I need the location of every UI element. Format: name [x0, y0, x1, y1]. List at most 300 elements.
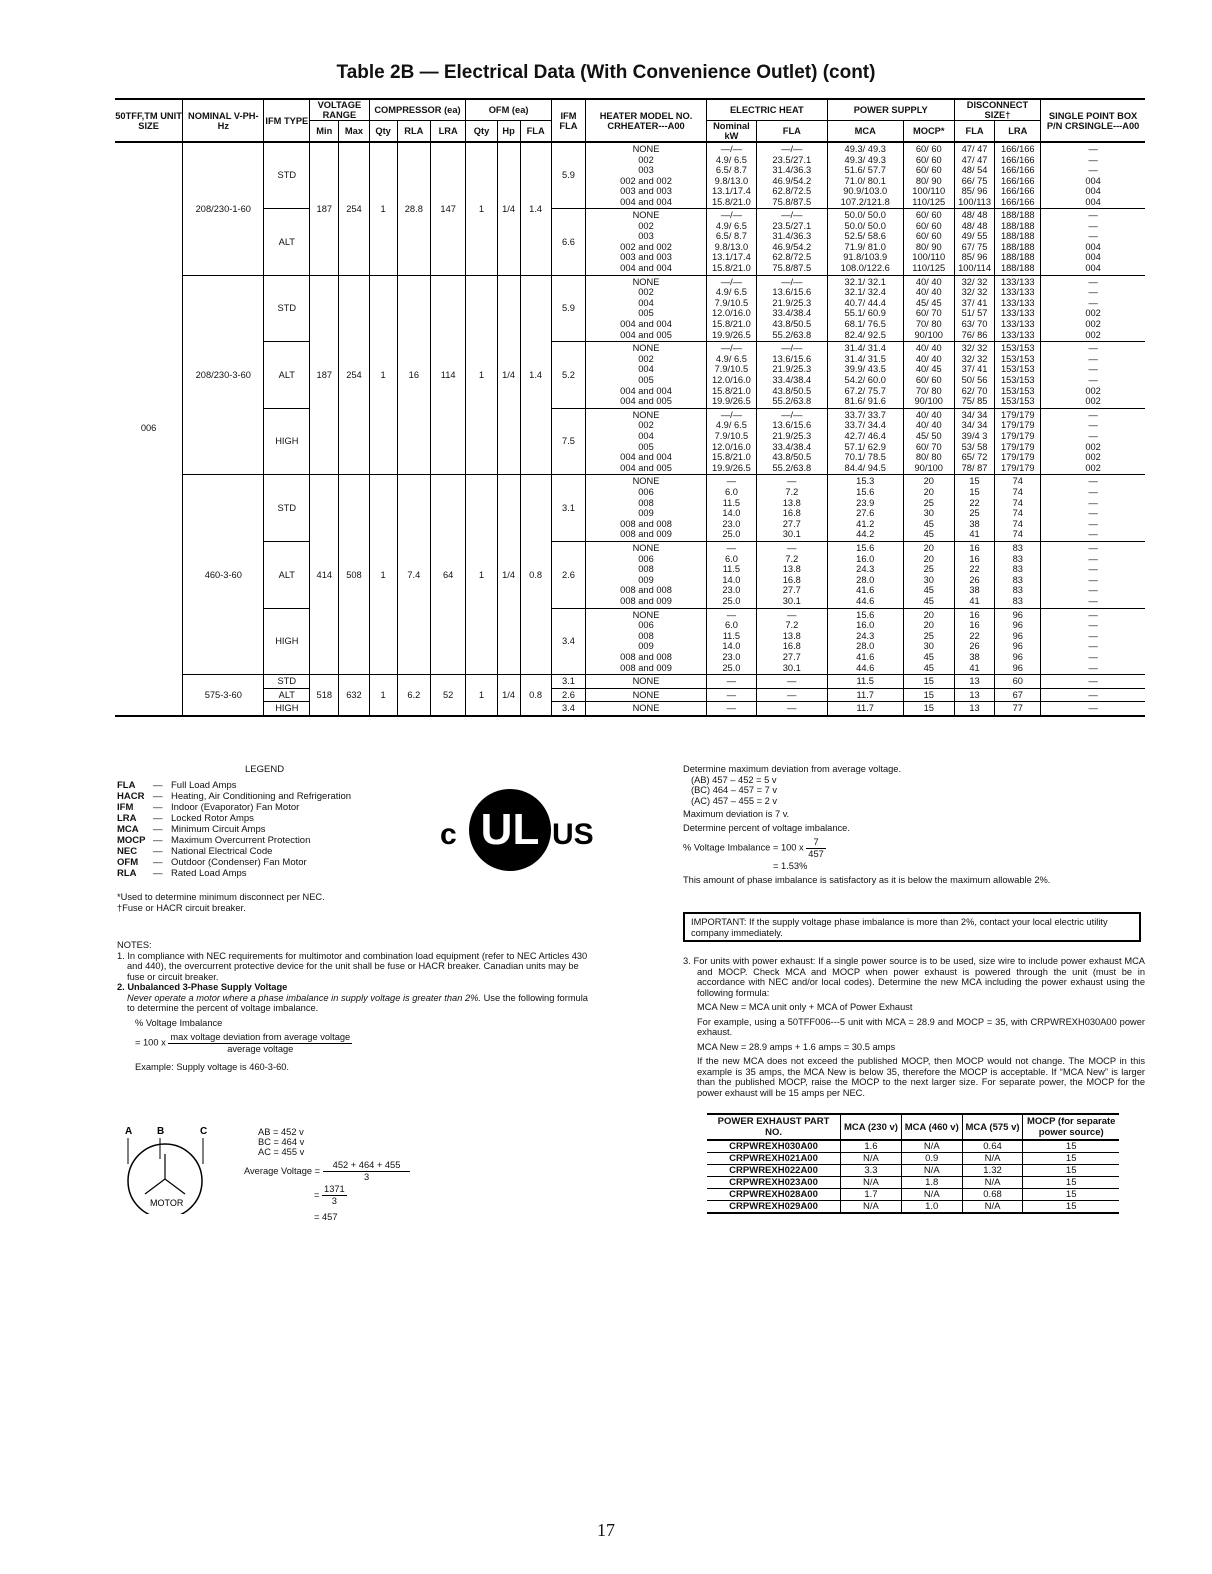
legend-dash: —: [153, 846, 163, 857]
voltage-ab: AB = 452 v: [258, 1127, 304, 1137]
mocp-value: 45/ 45: [915, 297, 942, 308]
dfla-cell: [954, 688, 995, 702]
sp-value: —: [1088, 165, 1098, 176]
mocp-value: 60/ 60: [915, 375, 942, 386]
legend-abbr: LRA: [117, 813, 137, 824]
pe-value: 15: [1023, 1153, 1119, 1165]
legend-definition: National Electrical Code: [171, 846, 273, 857]
header-power-supply: POWER SUPPLY: [827, 99, 954, 121]
fla-value: 16.8: [782, 508, 801, 519]
kw-value: 11.5: [722, 630, 741, 641]
table-row: [115, 688, 1145, 702]
mca-cell: [827, 542, 903, 609]
mca-value: 15.6: [856, 487, 875, 498]
fla-value: 21.9/25.3: [772, 297, 812, 308]
pe-part-number: CRPWREXH022A00: [707, 1165, 841, 1177]
table-row: [115, 542, 1145, 609]
mca-value: 49.3/ 49.3: [844, 154, 886, 165]
legend-abbr: FLA: [117, 780, 136, 791]
kw-value: 25.0: [722, 596, 741, 607]
sp-value: —: [1088, 276, 1098, 287]
power-exhaust-row: [707, 1165, 1119, 1177]
dfla-value: 41: [969, 596, 980, 607]
kw-cell: [706, 209, 756, 276]
dfla-value: 48/ 48: [961, 210, 988, 221]
heater-cell: [586, 475, 707, 542]
legend-abbr: MOCP: [117, 835, 146, 846]
kw-value: 12.0/16.0: [712, 308, 751, 319]
satisfactory-note: This amount of phase imbalance is satisfactory as it is below the maximum allowable 2%.: [683, 874, 1051, 885]
heater-value: NONE: [632, 703, 660, 714]
dlra-cell: [995, 702, 1041, 716]
mca-cell: [827, 475, 903, 542]
mca-value: 41.2: [856, 518, 875, 529]
dfla-value: 26: [969, 641, 980, 652]
fla-cell: [756, 608, 827, 675]
mocp-value: 110/125: [912, 263, 946, 274]
table-row: [115, 475, 1145, 542]
fla-cell: [756, 275, 827, 342]
heater-value: NONE: [632, 689, 660, 700]
sp-value: —: [1088, 154, 1098, 165]
table-row: [115, 702, 1145, 716]
percent-denominator: 457: [808, 848, 824, 859]
fla-value: 55.2/63.8: [772, 396, 812, 407]
fla-value: 23.5/27.1: [772, 220, 812, 231]
ul-us-mark: US: [552, 818, 594, 851]
sp-value: —: [1088, 703, 1098, 714]
mocp-value: 25: [923, 497, 934, 508]
dlra-cell: [995, 688, 1041, 702]
dfla-value: 34/ 34: [961, 420, 988, 431]
kw-value: 25.0: [722, 529, 741, 540]
mocp-value: 15: [923, 676, 934, 687]
pe-value: N/A: [841, 1201, 902, 1214]
percent-formula: [683, 837, 1145, 859]
kw-value: 6.5/ 8.7: [715, 231, 747, 242]
sp-value: —: [1088, 585, 1098, 596]
header-ofm: OFM (ea): [466, 99, 551, 121]
power-exhaust-body: [707, 1140, 1119, 1213]
mocp-value: 80/ 90: [915, 241, 942, 252]
heater-cell: [586, 675, 707, 689]
mca-value: 16.0: [856, 553, 875, 564]
legend-item: [117, 813, 351, 824]
fla-value: —/—: [781, 343, 803, 354]
legend-definition: Locked Rotor Amps: [171, 813, 254, 824]
ifm-fla-cell: 5.2: [551, 342, 585, 409]
dfla-value: 32/ 32: [961, 287, 988, 298]
kw-cell: [706, 608, 756, 675]
group-vmin-cell: 414: [310, 475, 339, 675]
dlra-cell: [995, 542, 1041, 609]
fla-value: —: [787, 703, 797, 714]
average-step-2: [314, 1184, 347, 1207]
header-min: Min: [310, 121, 339, 143]
heater-value: 008: [638, 630, 654, 641]
header-disc-lra: LRA: [995, 121, 1041, 143]
sp-value: 002: [1085, 329, 1101, 340]
kw-value: —/—: [720, 210, 742, 221]
kw-value: —: [726, 676, 737, 687]
dlra-cell: [995, 475, 1041, 542]
mocp-value: 40/ 40: [915, 276, 942, 287]
header-ifm-fla: IFM FLA: [551, 99, 585, 142]
step-denominator: 3: [331, 1196, 337, 1206]
header-max: Max: [339, 121, 369, 143]
mocp-value: 90/100: [914, 396, 943, 407]
header-nominal-kw: Nominal kW: [706, 121, 756, 143]
kw-cell: [706, 142, 756, 209]
heater-value: 005: [638, 308, 654, 319]
heater-value: 004: [638, 364, 654, 375]
dfla-value: 32/ 32: [961, 353, 988, 364]
sp-value: 002: [1085, 308, 1101, 319]
heater-value: 002: [638, 353, 654, 364]
dlra-value: 74: [1012, 508, 1023, 519]
group-cqty-cell: 1: [369, 142, 397, 275]
heater-cell: [586, 142, 707, 209]
header-mocp: MOCP*: [903, 121, 954, 143]
dfla-cell: [954, 702, 995, 716]
dfla-value: 76/ 86: [961, 329, 988, 340]
header-heat-fla: FLA: [756, 121, 827, 143]
fla-value: 33.4/38.4: [772, 308, 812, 319]
mca-value: 55.1/ 60.9: [844, 308, 886, 319]
notes: [117, 940, 597, 1073]
motor-diagram: [120, 1124, 220, 1214]
mca-value: 24.3: [856, 564, 875, 575]
group-rla-cell: 7.4: [397, 475, 430, 675]
sp-value: —: [1088, 652, 1098, 663]
group-lra-cell: 52: [430, 675, 465, 716]
sp-value: —: [1088, 353, 1098, 364]
group-vmax-cell: 632: [339, 675, 369, 716]
sp-value: 002: [1085, 319, 1101, 330]
pe-header-mca-230: MCA (230 v): [841, 1114, 902, 1140]
dfla-cell: [954, 542, 995, 609]
sp-value: —: [1088, 553, 1098, 564]
mocp-value: 20: [923, 620, 934, 631]
ifm-type-cell: STD: [264, 142, 310, 209]
fla-value: 43.8/50.5: [772, 319, 812, 330]
percent-title: Determine percent of voltage imbalance.: [683, 822, 850, 833]
dfla-value: 62/ 70: [961, 385, 988, 396]
dfla-value: 32/ 32: [961, 276, 988, 287]
mca-cell: [827, 702, 903, 716]
heater-value: NONE: [632, 276, 660, 287]
mca-value: 32.1/ 32.1: [844, 276, 886, 287]
fla-value: 46.9/54.2: [772, 241, 812, 252]
dfla-value: 37/ 41: [961, 297, 988, 308]
deviation-ac: (AC) 457 – 455 = 2 v: [691, 795, 778, 806]
dlra-value: 133/133: [1000, 276, 1035, 287]
average-voltage-formula: [244, 1160, 410, 1183]
mca-value: 50.0/ 50.0: [844, 210, 886, 221]
pe-value: N/A: [841, 1177, 902, 1189]
sp-value: —: [1088, 609, 1098, 620]
dlra-value: 179/179: [1000, 452, 1035, 463]
ifm-type-cell: HIGH: [264, 408, 310, 475]
legend-title: LEGEND: [245, 764, 285, 775]
heater-value: 009: [638, 641, 654, 652]
step-fraction: [322, 1184, 347, 1207]
dlra-value: 166/166: [1000, 144, 1035, 154]
mca-value: 42.7/ 46.4: [844, 431, 886, 442]
heater-value: 004: [638, 431, 654, 442]
dlra-value: 153/153: [1000, 396, 1035, 407]
mca-value: 27.6: [856, 508, 875, 519]
dfla-value: 67/ 75: [961, 241, 988, 252]
fla-value: —: [787, 543, 797, 554]
mca-value: 15.3: [856, 476, 875, 487]
ifm-fla-cell: 5.9: [551, 142, 585, 209]
legend-definition: Heating, Air Conditioning and Refrigeration: [171, 791, 352, 802]
fla-value: 16.8: [782, 641, 801, 652]
sp-value: —: [1088, 287, 1098, 298]
heater-value: 002: [638, 154, 654, 165]
fla-value: —/—: [781, 210, 803, 221]
heater-value: 004 and 005: [620, 329, 672, 340]
power-exhaust-row: [707, 1153, 1119, 1165]
dfla-value: 13: [969, 676, 980, 687]
legend-item: [117, 846, 351, 857]
dfla-cell: [954, 142, 995, 209]
nominal-voltage-cell: 575-3-60: [183, 675, 264, 716]
heater-cell: [586, 209, 707, 276]
legend-definition: Rated Load Amps: [171, 868, 247, 879]
kw-cell: [706, 688, 756, 702]
kw-value: 6.5/ 8.7: [715, 165, 747, 176]
group-hp-cell: 1/4: [497, 675, 520, 716]
mocp-value: 90/100: [914, 329, 943, 340]
sp-value: —: [1088, 676, 1098, 687]
fla-value: 43.8/50.5: [772, 452, 812, 463]
dfla-value: 100/114: [958, 263, 992, 274]
pe-value: 1.0: [901, 1201, 962, 1214]
power-exhaust-row: [707, 1189, 1119, 1201]
table-row: [115, 408, 1145, 475]
fla-value: 7.2: [785, 553, 799, 564]
dlra-cell: [995, 275, 1041, 342]
pe-header-part: POWER EXHAUST PART NO.: [717, 1116, 830, 1138]
phase-a-label: A: [125, 1126, 133, 1137]
sp-value: —: [1088, 518, 1098, 529]
ifm-fla-cell: 2.6: [551, 688, 585, 702]
kw-cell: [706, 475, 756, 542]
mca-value: 31.4/ 31.5: [844, 353, 886, 364]
dlra-value: 74: [1012, 476, 1023, 487]
mocp-value: 45: [923, 529, 934, 540]
dlra-value: 188/188: [1000, 263, 1035, 274]
kw-value: 25.0: [722, 662, 741, 673]
ul-listing-logo: [426, 780, 594, 880]
pe-part-number: CRPWREXH023A00: [707, 1177, 841, 1189]
group-lra-cell: 147: [430, 142, 465, 275]
kw-value: 15.8/21.0: [712, 263, 751, 274]
dlra-value: 83: [1012, 596, 1023, 607]
ifm-type-cell: HIGH: [264, 608, 310, 675]
nominal-voltage-cell: 208/230-3-60: [183, 275, 264, 475]
table-row: [115, 142, 1145, 209]
mocp-value: 45: [923, 585, 934, 596]
dfla-value: 47/ 47: [961, 144, 988, 154]
sp-value: 002: [1085, 441, 1101, 452]
mocp-value: 45: [923, 652, 934, 663]
fla-value: —/—: [781, 144, 803, 154]
kw-cell: [706, 342, 756, 409]
heater-value: 004: [638, 297, 654, 308]
sp-value: 002: [1085, 396, 1101, 407]
dfla-value: 49/ 55: [961, 231, 988, 242]
fla-cell: [756, 342, 827, 409]
imbalance-formula: [117, 1032, 597, 1054]
dfla-value: 22: [969, 564, 980, 575]
dfla-value: 16: [969, 620, 980, 631]
dfla-value: 13: [969, 689, 980, 700]
mca-value: 84.4/ 94.5: [844, 462, 886, 473]
mocp-value: 15: [923, 703, 934, 714]
dlra-value: 83: [1012, 553, 1023, 564]
mocp-value: 20: [923, 476, 934, 487]
group-ofla-cell: 1.4: [520, 142, 551, 275]
dfla-value: 38: [969, 585, 980, 596]
heater-value: 006: [638, 553, 654, 564]
mocp-cell: [903, 275, 954, 342]
sp-value: —: [1088, 529, 1098, 540]
dlra-value: 74: [1012, 529, 1023, 540]
heater-cell: [586, 408, 707, 475]
footnote-disconnect: *Used to determine minimum disconnect per NEC.: [117, 892, 325, 902]
legend-dash: —: [153, 780, 163, 791]
heater-value: 002: [638, 420, 654, 431]
voltage-ac: AC = 455 v: [258, 1147, 305, 1157]
heater-value: 004 and 004: [620, 452, 672, 463]
pe-value: N/A: [901, 1140, 962, 1153]
kw-value: 14.0: [722, 641, 741, 652]
kw-value: 4.9/ 6.5: [715, 154, 747, 165]
heater-value: 004 and 004: [620, 385, 672, 396]
kw-value: 19.9/26.5: [712, 396, 751, 407]
mca-value: 50.0/ 50.0: [844, 220, 886, 231]
average-voltage-label: Average Voltage =: [244, 1165, 321, 1176]
dlra-value: 153/153: [1000, 353, 1035, 364]
note-2-title: 2. Unbalanced 3-Phase Supply Voltage: [117, 982, 288, 992]
heater-value: 005: [638, 441, 654, 452]
mocp-cell: [903, 608, 954, 675]
pe-part-number: CRPWREXH029A00: [707, 1201, 841, 1214]
pe-part-number: CRPWREXH030A00: [707, 1140, 841, 1153]
pe-value: 15: [1023, 1189, 1119, 1201]
note-3-example: For example, using a 50TFF006---5 unit with MCA = 28.9 and MOCP = 35, with CRPWREXH030A00 power exhaust.: [697, 1016, 1145, 1037]
mca-value: 16.0: [856, 620, 875, 631]
heater-value: NONE: [632, 609, 660, 620]
pe-value: N/A: [901, 1189, 962, 1201]
group-rla-cell: 28.8: [397, 142, 430, 275]
mocp-value: 60/ 60: [915, 210, 942, 221]
fla-value: 13.6/15.6: [772, 287, 812, 298]
mocp-cell: [903, 702, 954, 716]
mocp-cell: [903, 475, 954, 542]
mca-value: 51.6/ 57.7: [844, 165, 886, 176]
sp-value: —: [1088, 231, 1098, 242]
nominal-voltage-cell: 460-3-60: [183, 475, 264, 675]
header-mca: MCA: [827, 121, 903, 143]
sp-value: —: [1088, 409, 1098, 420]
heater-value: 006: [638, 487, 654, 498]
sp-value: —: [1088, 497, 1098, 508]
mca-value: 28.0: [856, 641, 875, 652]
table-row: [115, 675, 1145, 689]
mca-value: 49.3/ 49.3: [844, 144, 886, 154]
unit-size-cell: 006: [115, 142, 183, 716]
heater-cell: [586, 608, 707, 675]
dlra-cell: [995, 342, 1041, 409]
ifm-fla-cell: 3.1: [551, 475, 585, 542]
ifm-type-cell: ALT: [264, 688, 310, 702]
heater-value: 006: [638, 620, 654, 631]
sp-value: 004: [1085, 186, 1101, 197]
dlra-value: 96: [1012, 652, 1023, 663]
mca-value: 41.6: [856, 585, 875, 596]
sp-value: —: [1088, 662, 1098, 673]
pe-value: 15: [1023, 1201, 1119, 1214]
sp-cell: [1041, 142, 1145, 209]
table-row: [115, 342, 1145, 409]
dfla-value: 51/ 57: [961, 308, 988, 319]
group-rla-cell: 16: [397, 275, 430, 475]
dlra-value: 77: [1012, 703, 1023, 714]
heater-value: 009: [638, 574, 654, 585]
group-vmax-cell: 254: [339, 142, 369, 275]
dfla-value: 65/ 72: [961, 452, 988, 463]
pe-value: N/A: [901, 1165, 962, 1177]
kw-value: 23.0: [722, 585, 741, 596]
group-ofla-cell: 0.8: [520, 475, 551, 675]
group-cqty-cell: 1: [369, 675, 397, 716]
ifm-type-cell: ALT: [264, 342, 310, 409]
fla-value: 33.4/38.4: [772, 441, 812, 452]
fla-value: —: [787, 689, 797, 700]
sp-value: 004: [1085, 196, 1101, 207]
header-ofm-fla: FLA: [520, 121, 551, 143]
deviation-bc: (BC) 464 – 457 = 7 v: [691, 785, 778, 795]
ul-c-mark: c: [440, 818, 457, 851]
fla-value: —: [787, 676, 797, 687]
group-oqty-cell: 1: [466, 275, 497, 475]
ifm-type-cell: STD: [264, 675, 310, 689]
group-lra-cell: 64: [430, 475, 465, 675]
fla-value: —/—: [781, 409, 803, 420]
kw-value: 4.9/ 6.5: [715, 220, 747, 231]
sp-value: —: [1088, 476, 1098, 487]
mca-value: 108.0/122.6: [840, 263, 890, 274]
note-3-calc: MCA New = 28.9 amps + 1.6 amps = 30.5 amps: [697, 1041, 896, 1052]
dfla-value: 100/113: [958, 196, 992, 207]
header-compressor: COMPRESSOR (ea): [369, 99, 466, 121]
mocp-value: 70/ 80: [915, 319, 942, 330]
fla-value: 62.8/72.5: [772, 186, 812, 197]
mca-value: 52.5/ 58.6: [844, 231, 886, 242]
dlra-value: 83: [1012, 564, 1023, 575]
pe-value: 1.6: [841, 1140, 902, 1153]
phase-c-label: C: [200, 1126, 208, 1137]
sp-value: —: [1088, 641, 1098, 652]
sp-cell: [1041, 542, 1145, 609]
heater-value: 008: [638, 497, 654, 508]
legend-definition: Outdoor (Condenser) Fan Motor: [171, 857, 307, 868]
fla-cell: [756, 475, 827, 542]
